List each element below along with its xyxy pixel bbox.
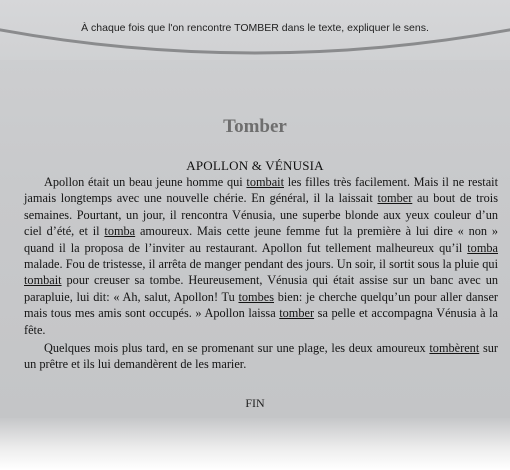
underlined-verb: tombèrent [429,341,480,356]
story-paragraph [24,340,498,373]
document-title: Tomber [223,116,287,137]
exercise-instruction: À chaque fois que l'on rencontre TOMBER dans le texte, expliquer le sens. [81,22,429,34]
text-segment: pour creuser sa tombe. Heureusement, Vénusia qui était assise sur un banc avec un parapluie, lui dit: « Ah, salut, Apollon! Tu [24,273,498,304]
underlined-verb: tomba [467,240,498,255]
text-segment: amoureux. Mais cette jeune femme fut la première à lui dire « non » quand il la proposa de l’inviter au restaurant. Apollon fut tellement malheureux qu’il [24,224,499,255]
text-segment: Quelques mois plus tard, en se promenant sur une plage, les deux amoureux [44,341,430,356]
underlined-verb: tomber [279,306,315,321]
story-text [24,174,498,373]
bottom-strip [0,418,510,470]
text-segment: malade. Fou de tristesse, il arrêta de manger pendant des jours. Un soir, il sortit sous la pluie qui [24,257,498,272]
underlined-verb: tomber [377,191,413,206]
text-segment: les filles très facilement. Mais il ne restait jamais longtemps avec une nouvelle chérie. En général, il la laissait [24,175,498,206]
underlined-verb: tomba [104,224,136,239]
underlined-verb: tombes [238,289,275,304]
text-segment: sur un prêtre et ils lui demandèrent de les marier. [24,341,499,372]
text-segment: au bout de trois semaines. Pourtant, un jour, il rencontra Vénusia, une superbe blonde aux yeux couleur d’un ciel d’été, et il [24,191,499,239]
story-subtitle: APOLLON & VÉNUSIA [186,158,324,173]
end-label: FIN [245,396,265,410]
underlined-verb: tombait [246,175,284,189]
text-segment: Apollon était un beau jeune homme qui [44,175,247,189]
story-paragraph [24,174,498,338]
text-segment: bien: je cherche quelqu’un pour aller danser mais tous mes amis sont occupés. » Apollon laissa [24,289,498,321]
underlined-verb: tombait [24,273,62,288]
text-segment: sa pelle et accompagna Vénusia à la fête. [24,306,498,337]
header-arc-divider [0,0,510,70]
